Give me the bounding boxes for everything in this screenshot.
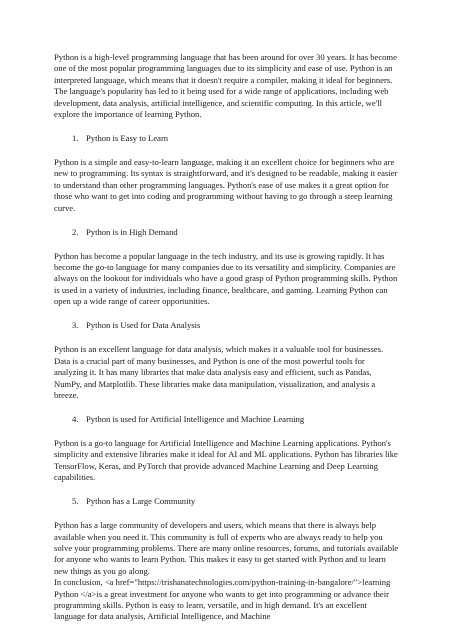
- section-heading-3: [54, 320, 399, 331]
- spacer: [54, 120, 399, 133]
- spacer: [54, 484, 399, 497]
- section-title: Python is Easy to Learn: [86, 133, 169, 144]
- section-number: 2.: [72, 226, 79, 237]
- spacer: [54, 308, 399, 321]
- section-number: 3.: [72, 320, 79, 331]
- intro-paragraph: Python is a high-level programming language that has been around for over 30 years. It has become one of the most popular programming languages due to its simplicity and ease of use. Python is an interpreted language, which means that it doesn't require a compiler, making it ideal for beginners. The language's popularity has led to it being used for a wide range of applications, including web development, data analysis, artificial intelligence, and scientific computing. In this article, we'll explore the importance of learning Python.: [54, 52, 397, 120]
- section-title: Python is in High Demand: [86, 226, 178, 237]
- section-number: 5.: [72, 496, 79, 507]
- section-heading-4: [54, 414, 399, 425]
- spacer: [54, 238, 399, 251]
- section-body-5: Python has a large community of developers and users, which means that there is always help available when you need it. This community is full of experts who are always ready to help you solve your programming problems. There are many online resources, forums, and tutorials available for anyone who wants to learn Python. This makes it easy to get started with Python and to learn new things as you go along.: [54, 520, 399, 576]
- section-number: 1.: [72, 133, 79, 144]
- spacer: [54, 214, 399, 227]
- section-body-3: Python is an excellent language for data analysis, which makes it a valuable tool for businesses. Data is a crucial part of many businesses, and Python is one of the most powerful tools for analyzing it. It has many libraries that make data analysis easy and efficient, such as Pandas, NumPy, and Matplotlib. These libraries make data manipulation, visualization, and analysis a breeze.: [54, 344, 384, 400]
- section-body-4: Python is a go-to language for Artificial Intelligence and Machine Learning applications. Python's simplicity and extensive libraries make it ideal for AI and ML applications. Python has libraries like TensorFlow, Keras, and PyTorch that provide advanced Machine Learning and Deep Learning capabilities.: [54, 437, 398, 483]
- section-body-1: Python is a simple and easy-to-learn language, making it an excellent choice for beginners who are new to programming. Its syntax is straightforward, and it's designed to be readable, making it easier to understand than other programming languages. Python's ease of use makes it a great option for those who want to get into coding and programming without having to go through a steep learning curve.: [54, 157, 398, 213]
- section-heading-2: [54, 227, 399, 238]
- section-body-2: Python has become a popular language in the tech industry, and its use is growing rapidly. It has become the go-to language for many companies due to its versatility and simplicity. Companies are always on the lookout for individuals who have a good grasp of Python programming skills. Python is used in a variety of industries, including finance, healthcare, and gaming. Learning Python can open up a wide range of career opportunities.: [54, 250, 398, 307]
- section-title: Python has a Large Community: [86, 496, 196, 507]
- section-number: 4.: [72, 413, 79, 424]
- section-title: Python is Used for Data Analysis: [86, 320, 201, 331]
- spacer: [54, 144, 399, 157]
- spacer: [54, 425, 399, 438]
- spacer: [54, 401, 399, 414]
- section-heading-1: [54, 133, 399, 144]
- spacer: [54, 332, 399, 345]
- spacer: [54, 508, 399, 521]
- section-heading-5: [54, 496, 399, 507]
- conclusion-paragraph: In conclusion, <a href="https://trishanatechnologies.com/python-training-in-bangalore/">learning Python </a>is a great investment for anyone who wants to get into programming or advance their programming skills. Python is easy to learn, versatile, and in high demand. It's an excellent language for data analysis, Artificial Intelligence, and Machine: [54, 577, 391, 622]
- section-title: Python is used for Artificial Intelligence and Machine Learning: [86, 413, 305, 424]
